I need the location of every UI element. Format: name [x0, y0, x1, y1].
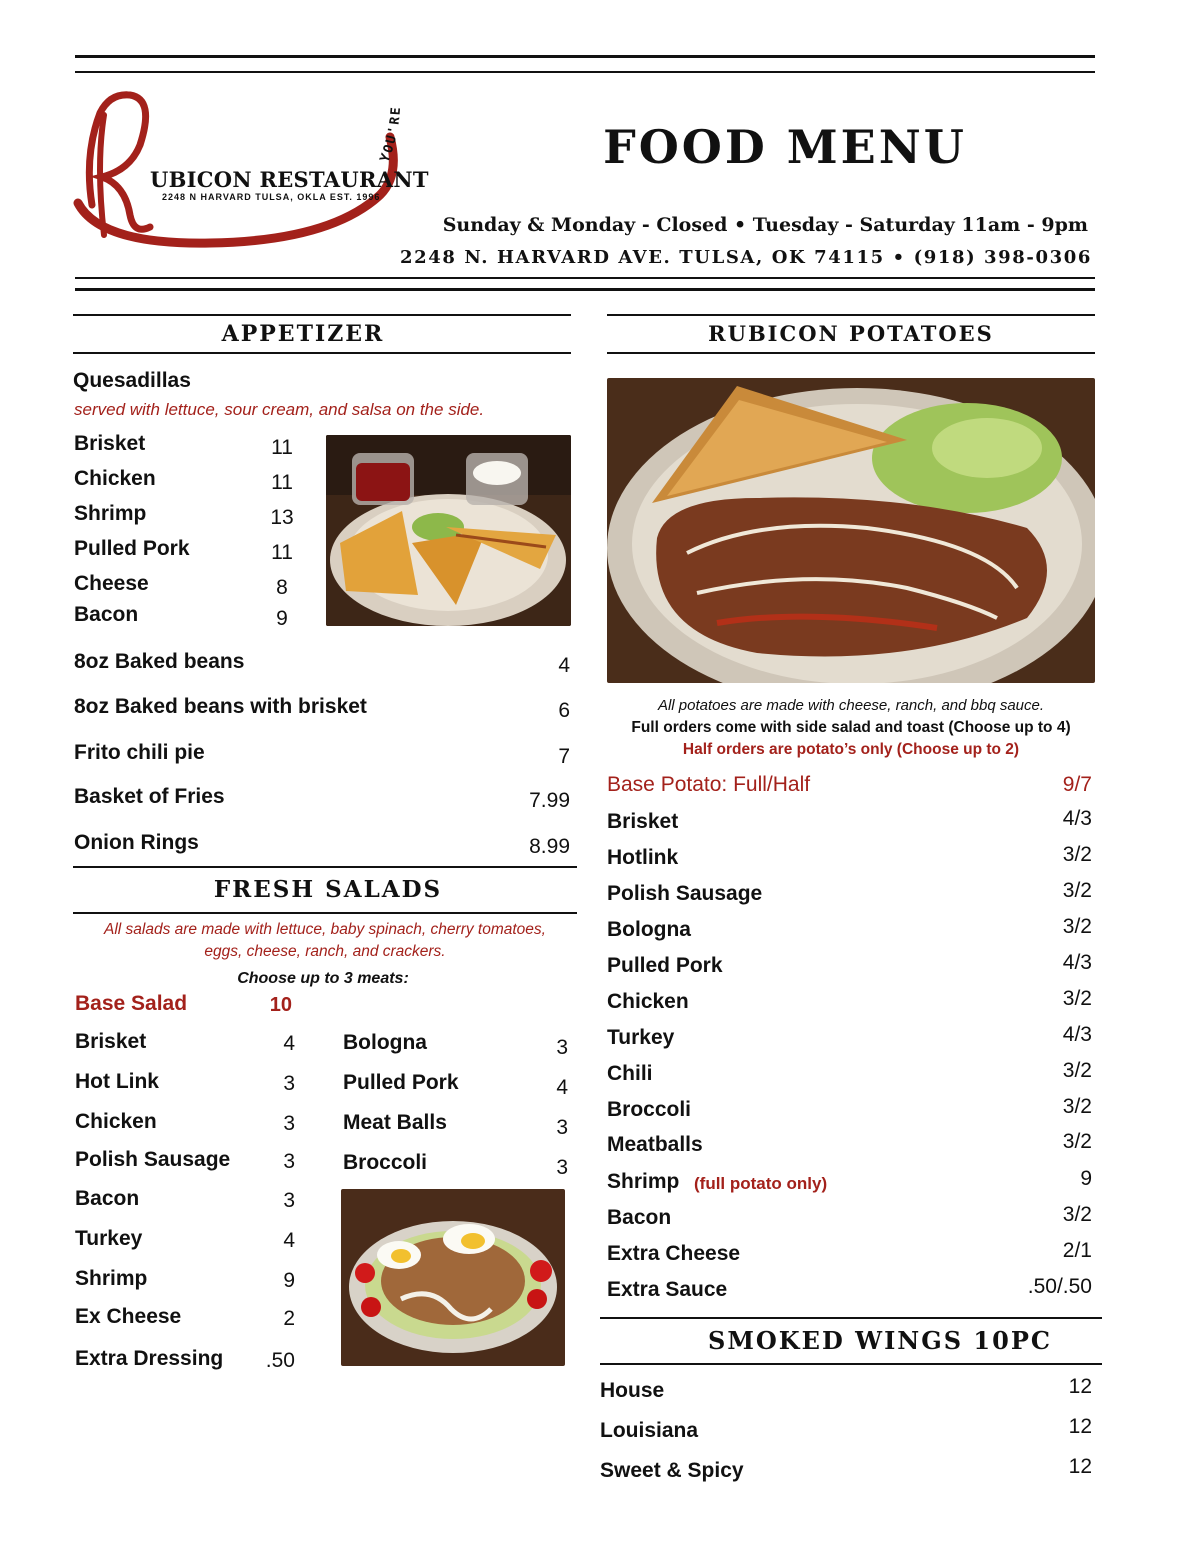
- base-potato-label: Base Potato: Full/Half: [607, 773, 811, 796]
- salad-meat-item-price: 3: [283, 1112, 295, 1135]
- quesadillas-heading: Quesadillas: [73, 369, 191, 392]
- potato-topping-item-name: Chicken: [607, 990, 689, 1013]
- salad-meat-alt-item-name: Pulled Pork: [343, 1071, 459, 1094]
- header-rule-thick: [75, 288, 1095, 291]
- potatoes-title: RUBICON POTATOES: [708, 321, 994, 346]
- potato-topping-item-price: 3/2: [1062, 879, 1092, 902]
- appetizer-item-price: 4: [558, 654, 570, 677]
- salad-meat-item-price: .50: [265, 1349, 295, 1372]
- salad-photo: [341, 1189, 565, 1366]
- salad-meat-item-price: 4: [283, 1229, 295, 1252]
- salad-meat-alt-item-price: 4: [556, 1076, 568, 1099]
- appetizer-item-price: 7.99: [529, 789, 570, 812]
- potatoes-note-2: Full orders come with side salad and toast (Choose up to 4): [631, 719, 1071, 736]
- potato-topping-item-price: 3/2: [1062, 1130, 1092, 1153]
- salad-meat-item-name: Shrimp: [75, 1267, 148, 1290]
- potato-topping-item-price: 4/3: [1062, 807, 1092, 830]
- quesadilla-item-name: Bacon: [74, 603, 139, 626]
- potatoes-note-3: Half orders are potato’s only (Choose up to 2): [682, 741, 1020, 758]
- quesadilla-item-price: 11: [271, 471, 293, 494]
- potato-topping-item-price: 4/3: [1062, 1023, 1092, 1046]
- restaurant-address: 2248 N. HARVARD AVE. TULSA, OK 74115 • (918) 398-0306: [399, 247, 1092, 268]
- salad-meat-alt-item-name: Bologna: [343, 1031, 427, 1054]
- wing-item-name: House: [600, 1379, 665, 1402]
- potato-topping-item-name: Meatballs: [607, 1133, 703, 1156]
- top-rule-thin: [75, 71, 1095, 73]
- appetizer-item-name: Basket of Fries: [74, 785, 225, 808]
- potato-photo: [607, 378, 1095, 683]
- potato-topping-item-name: Hotlink: [607, 846, 679, 869]
- salad-meat-alt-item-name: Broccoli: [343, 1151, 428, 1174]
- salads-rule-top: [73, 866, 577, 868]
- quesadilla-item-price: 9: [276, 607, 288, 630]
- salad-meat-item-name: Chicken: [75, 1110, 157, 1133]
- potato-topping-item-name: Shrimp: [607, 1170, 680, 1193]
- wings-rule-bottom: [600, 1363, 1102, 1365]
- salads-choose-note: Choose up to 3 meats:: [237, 970, 409, 987]
- potato-topping-item-price: 3/2: [1062, 843, 1092, 866]
- potato-topping-item-name: Extra Cheese: [607, 1242, 741, 1265]
- potato-topping-item-price: 4/3: [1062, 951, 1092, 974]
- quesadilla-photo: [326, 435, 571, 626]
- restaurant-logo: [70, 85, 445, 275]
- potato-topping-item-price: .50/.50: [1027, 1275, 1092, 1298]
- appetizer-item-price: 6: [558, 699, 570, 722]
- potato-topping-item-price: 3/2: [1062, 1095, 1092, 1118]
- top-rule-thick: [75, 55, 1095, 58]
- potato-topping-item-name: Extra Sauce: [607, 1278, 728, 1301]
- quesadilla-item-price: 11: [271, 436, 293, 459]
- potato-topping-item-note: (full potato only): [694, 1174, 828, 1193]
- opening-hours: Sunday & Monday - Closed • Tuesday - Saturday 11am - 9pm: [442, 214, 1088, 236]
- potato-topping-item-name: Turkey: [607, 1026, 675, 1049]
- wings-title: SMOKED WINGS 10PC: [708, 1326, 1052, 1355]
- salad-meat-item-name: Hot Link: [75, 1070, 159, 1093]
- quesadilla-item-price: 8: [276, 576, 288, 599]
- appetizer-item-name: 8oz Baked beans: [74, 650, 245, 673]
- salads-note-line1: All salads are made with lettuce, baby spinach, cherry tomatoes,: [104, 921, 546, 938]
- salad-meat-item-name: Extra Dressing: [75, 1347, 224, 1370]
- salad-meat-item-name: Brisket: [75, 1030, 147, 1053]
- wing-item-price: 12: [1068, 1375, 1092, 1398]
- potato-topping-item-price: 3/2: [1062, 987, 1092, 1010]
- appetizer-item-price: 7: [558, 745, 570, 768]
- base-salad-label: Base Salad: [75, 992, 188, 1015]
- wing-item-price: 12: [1068, 1415, 1092, 1438]
- appetizer-item-name: Onion Rings: [74, 831, 199, 854]
- appetizer-rule-top: [73, 314, 571, 316]
- logo-name: UBICON RESTAURANT: [150, 167, 429, 192]
- potato-topping-item-price: 3/2: [1062, 915, 1092, 938]
- quesadilla-item-name: Chicken: [74, 467, 156, 490]
- potato-topping-item-name: Chili: [607, 1062, 653, 1085]
- logo-tagline: YOU'RE: [377, 104, 405, 165]
- potatoes-rule-bottom: [607, 352, 1095, 354]
- salad-meat-item-price: 3: [283, 1189, 295, 1212]
- potato-topping-item-name: Bacon: [607, 1206, 672, 1229]
- quesadilla-item-price: 13: [270, 506, 294, 529]
- wing-item-price: 12: [1068, 1455, 1092, 1478]
- potato-topping-item-price: 3/2: [1062, 1203, 1092, 1226]
- wings-rule-top: [600, 1317, 1102, 1319]
- salad-meat-item-name: Ex Cheese: [75, 1305, 182, 1328]
- page-title: FOOD MENU: [603, 120, 967, 174]
- salad-meat-item-price: 9: [283, 1269, 295, 1292]
- potato-topping-item-name: Brisket: [607, 810, 679, 833]
- salad-meat-item-name: Bacon: [75, 1187, 140, 1210]
- quesadilla-item-price: 11: [271, 541, 293, 564]
- potato-topping-item-name: Broccoli: [607, 1098, 692, 1121]
- salad-meat-alt-item-price: 3: [556, 1116, 568, 1139]
- potato-topping-item-name: Bologna: [607, 918, 691, 941]
- logo-address: 2248 N HARVARD TULSA, OKLA EST. 1996: [162, 192, 381, 202]
- quesadilla-item-name: Pulled Pork: [74, 537, 190, 560]
- salads-rule-bottom: [73, 912, 577, 914]
- salads-title: FRESH SALADS: [213, 876, 443, 903]
- quesadilla-item-name: Brisket: [74, 432, 146, 455]
- salad-meat-alt-item-price: 3: [556, 1036, 568, 1059]
- salad-meat-item-name: Turkey: [75, 1227, 143, 1250]
- quesadilla-item-name: Cheese: [74, 572, 149, 595]
- potatoes-note-1: All potatoes are made with cheese, ranch, and bbq sauce.: [657, 697, 1045, 714]
- salad-meat-item-price: 4: [283, 1032, 295, 1055]
- header-rule-thin: [75, 277, 1095, 279]
- potato-topping-item-name: Pulled Pork: [607, 954, 723, 977]
- base-salad-price: 10: [269, 994, 292, 1016]
- potato-topping-item-price: 3/2: [1062, 1059, 1092, 1082]
- salad-meat-item-price: 3: [283, 1072, 295, 1095]
- appetizer-rule-bottom: [73, 352, 571, 354]
- base-potato-price: 9/7: [1062, 773, 1092, 796]
- appetizer-title: APPETIZER: [221, 321, 385, 347]
- wing-item-name: Louisiana: [600, 1419, 699, 1442]
- salad-meat-alt-item-name: Meat Balls: [343, 1111, 447, 1134]
- appetizer-item-name: Frito chili pie: [74, 741, 205, 764]
- quesadillas-note: served with lettuce, sour cream, and salsa on the side.: [74, 400, 485, 419]
- appetizer-item-name: 8oz Baked beans with brisket: [74, 695, 367, 718]
- wing-item-name: Sweet & Spicy: [600, 1459, 744, 1482]
- quesadilla-item-name: Shrimp: [74, 502, 147, 525]
- salad-meat-alt-item-price: 3: [556, 1156, 568, 1179]
- potato-topping-item-name: Polish Sausage: [607, 882, 763, 905]
- salad-meat-item-price: 3: [283, 1150, 295, 1173]
- salad-meat-item-name: Polish Sausage: [75, 1148, 231, 1171]
- potato-topping-item-price: 2/1: [1062, 1239, 1092, 1262]
- appetizer-item-price: 8.99: [529, 835, 570, 858]
- potato-topping-item-price: 9: [1080, 1167, 1092, 1190]
- salad-meat-item-price: 2: [283, 1307, 295, 1330]
- potatoes-rule-top: [607, 314, 1095, 316]
- salads-note-line2: eggs, cheese, ranch, and crackers.: [204, 943, 446, 960]
